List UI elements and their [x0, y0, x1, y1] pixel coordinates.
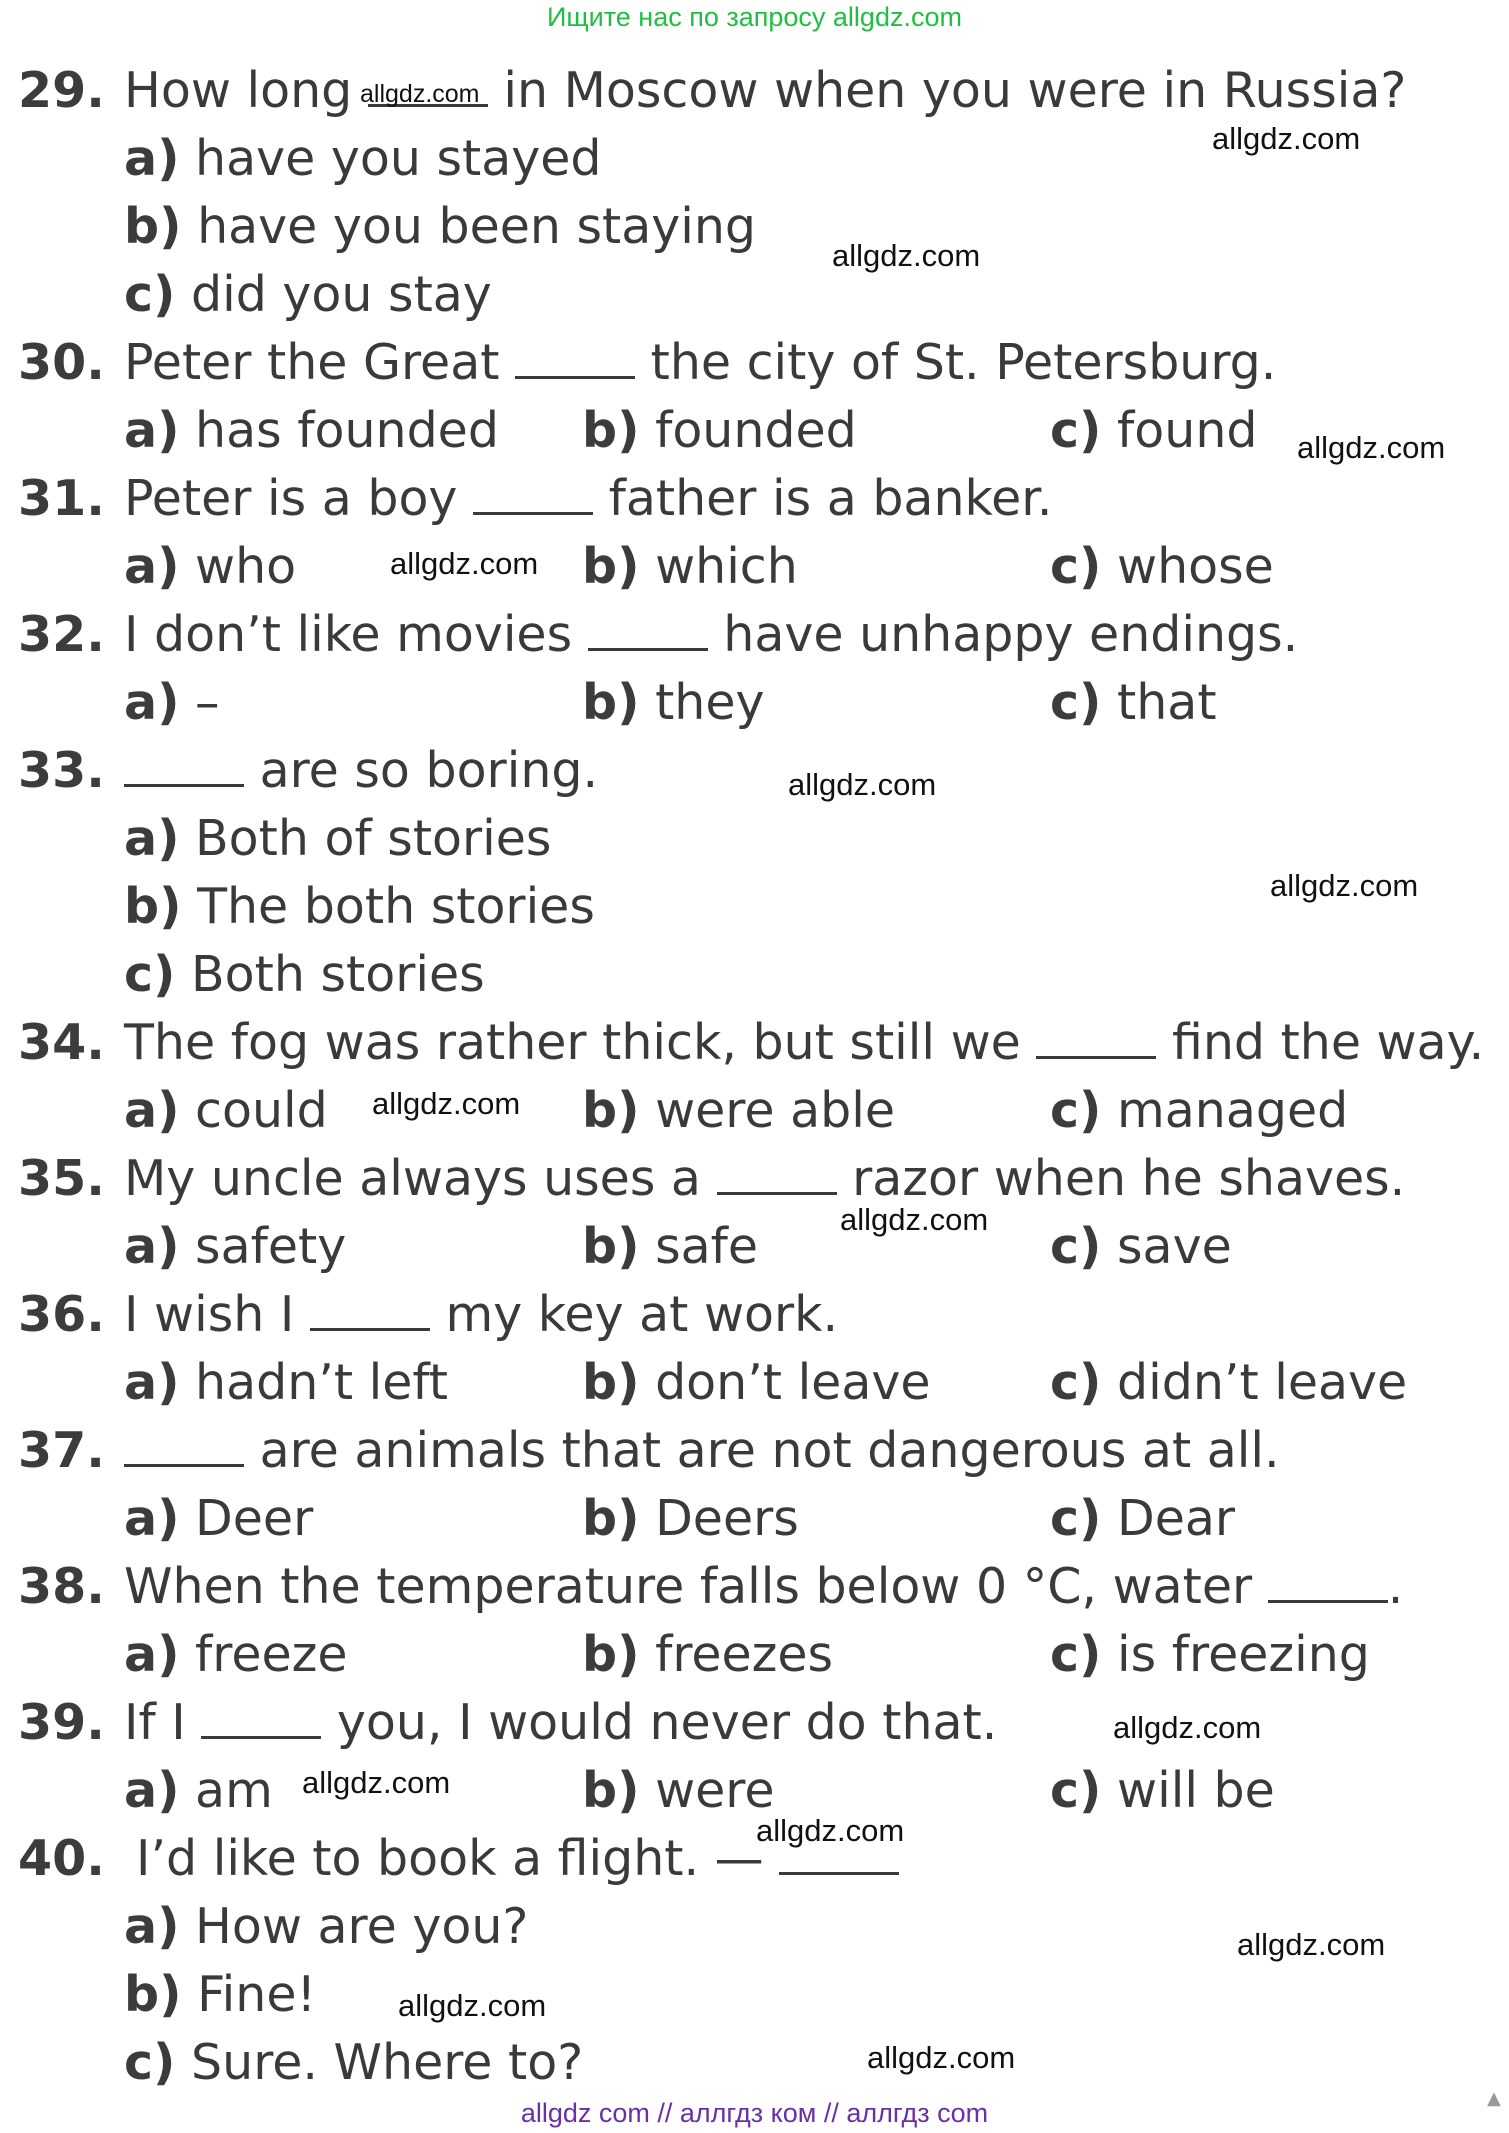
question-text: Peter the Great the city of St. Petersburg.	[124, 334, 1277, 391]
option-a[interactable]: a) freeze	[124, 1626, 348, 1683]
option-c[interactable]: c) will be	[1050, 1762, 1275, 1819]
question-number: 32.	[18, 606, 105, 663]
option-a[interactable]: a) safety	[124, 1218, 347, 1275]
watermark: allgdz.com	[840, 1202, 989, 1237]
answer-blank	[515, 336, 635, 379]
watermark: allgdz.com	[302, 1765, 451, 1800]
question-number: 33.	[18, 742, 105, 799]
option-a[interactable]: a) has founded	[124, 402, 499, 459]
option-b[interactable]: b) don’t leave	[582, 1354, 931, 1411]
question-text: Peter is a boy father is a banker.	[124, 470, 1053, 527]
option-c[interactable]: c) managed	[1050, 1082, 1349, 1139]
option-a[interactable]: a) How are you?	[124, 1898, 529, 1955]
answer-blank	[124, 1424, 244, 1467]
option-a[interactable]: a) could	[124, 1082, 328, 1139]
watermark: allgdz.com	[788, 767, 937, 802]
option-c[interactable]: c) Sure. Where to?	[124, 2034, 584, 2091]
answer-blank	[201, 1696, 321, 1739]
question-number: 34.	[18, 1014, 105, 1071]
question-text: How long in Moscow when you were in Russia?	[124, 62, 1407, 119]
watermark: allgdz.com	[1113, 1710, 1262, 1745]
option-b[interactable]: b) they	[582, 674, 765, 731]
watermark: allgdz.com	[756, 1813, 905, 1848]
question-text: My uncle always uses a razor when he shaves.	[124, 1150, 1406, 1207]
answer-blank	[717, 1152, 837, 1195]
option-a[interactable]: a) Deer	[124, 1490, 314, 1547]
watermark: allgdz.com	[832, 238, 981, 273]
answer-blank	[588, 608, 708, 651]
option-a[interactable]: a) Both of stories	[124, 810, 552, 867]
watermark: allgdz.com	[360, 80, 480, 108]
option-b[interactable]: b) founded	[582, 402, 857, 459]
question-number: 36.	[18, 1286, 105, 1343]
answer-blank	[310, 1288, 430, 1331]
answer-blank	[473, 472, 593, 515]
option-c[interactable]: c) that	[1050, 674, 1217, 731]
option-a[interactable]: a) who	[124, 538, 297, 595]
header-search-link[interactable]: Ищите нас по запросу allgdz.com	[547, 2, 962, 32]
option-c[interactable]: c) is freezing	[1050, 1626, 1370, 1683]
option-c[interactable]: c) didn’t leave	[1050, 1354, 1408, 1411]
watermark: allgdz.com	[1212, 121, 1361, 156]
option-b[interactable]: b) freezes	[582, 1626, 834, 1683]
option-c[interactable]: c) found	[1050, 402, 1258, 459]
watermark: allgdz.com	[1270, 868, 1419, 903]
option-a[interactable]: a) have you stayed	[124, 130, 602, 187]
question-text: I’d like to book a flight. —	[136, 1830, 899, 1887]
question-text: If I you, I would never do that.	[124, 1694, 998, 1751]
footer-link[interactable]: allgdz com // аллгдз ком // аллгдз com	[520, 2098, 989, 2128]
question-number: 31.	[18, 470, 105, 527]
option-a[interactable]: a) hadn’t left	[124, 1354, 449, 1411]
question-text: are so boring.	[124, 742, 598, 799]
answer-blank	[1268, 1560, 1388, 1603]
question-number: 37.	[18, 1422, 105, 1479]
option-b[interactable]: b) which	[582, 538, 798, 595]
watermark: allgdz.com	[372, 1086, 521, 1121]
scroll-up-icon[interactable]: ▲	[1487, 2088, 1501, 2109]
question-text: When the temperature falls below 0 °C, water .	[124, 1558, 1404, 1615]
question-text: I don’t like movies have unhappy endings.	[124, 606, 1299, 663]
option-c[interactable]: c) Both stories	[124, 946, 485, 1003]
option-b[interactable]: b) safe	[582, 1218, 759, 1275]
question-text: are animals that are not dangerous at all.	[124, 1422, 1280, 1479]
question-number: 35.	[18, 1150, 105, 1207]
question-text: I wish I my key at work.	[124, 1286, 839, 1343]
option-a[interactable]: a) –	[124, 674, 220, 731]
question-number: 29.	[18, 62, 105, 119]
option-b[interactable]: b) were	[582, 1762, 775, 1819]
option-c[interactable]: c) whose	[1050, 538, 1274, 595]
option-c[interactable]: c) did you stay	[124, 266, 492, 323]
watermark: allgdz.com	[398, 1988, 547, 2023]
question-text: The fog was rather thick, but still we find the way.	[124, 1014, 1485, 1071]
question-number: 40.	[18, 1830, 105, 1887]
answer-blank	[124, 744, 244, 787]
option-c[interactable]: c) Dear	[1050, 1490, 1236, 1547]
watermark: allgdz.com	[390, 546, 539, 581]
question-number: 38.	[18, 1558, 105, 1615]
option-b[interactable]: b) were able	[582, 1082, 895, 1139]
answer-blank	[1036, 1016, 1156, 1059]
option-b[interactable]: b) have you been staying	[124, 198, 757, 255]
option-b[interactable]: b) Fine!	[124, 1966, 317, 2023]
option-b[interactable]: b) Deers	[582, 1490, 799, 1547]
watermark: allgdz.com	[1237, 1927, 1386, 1962]
watermark: allgdz.com	[867, 2040, 1016, 2075]
question-number: 30.	[18, 334, 105, 391]
option-a[interactable]: a) am	[124, 1762, 273, 1819]
option-c[interactable]: c) save	[1050, 1218, 1232, 1275]
question-number: 39.	[18, 1694, 105, 1751]
watermark: allgdz.com	[1297, 430, 1446, 465]
option-b[interactable]: b) The both stories	[124, 878, 595, 935]
